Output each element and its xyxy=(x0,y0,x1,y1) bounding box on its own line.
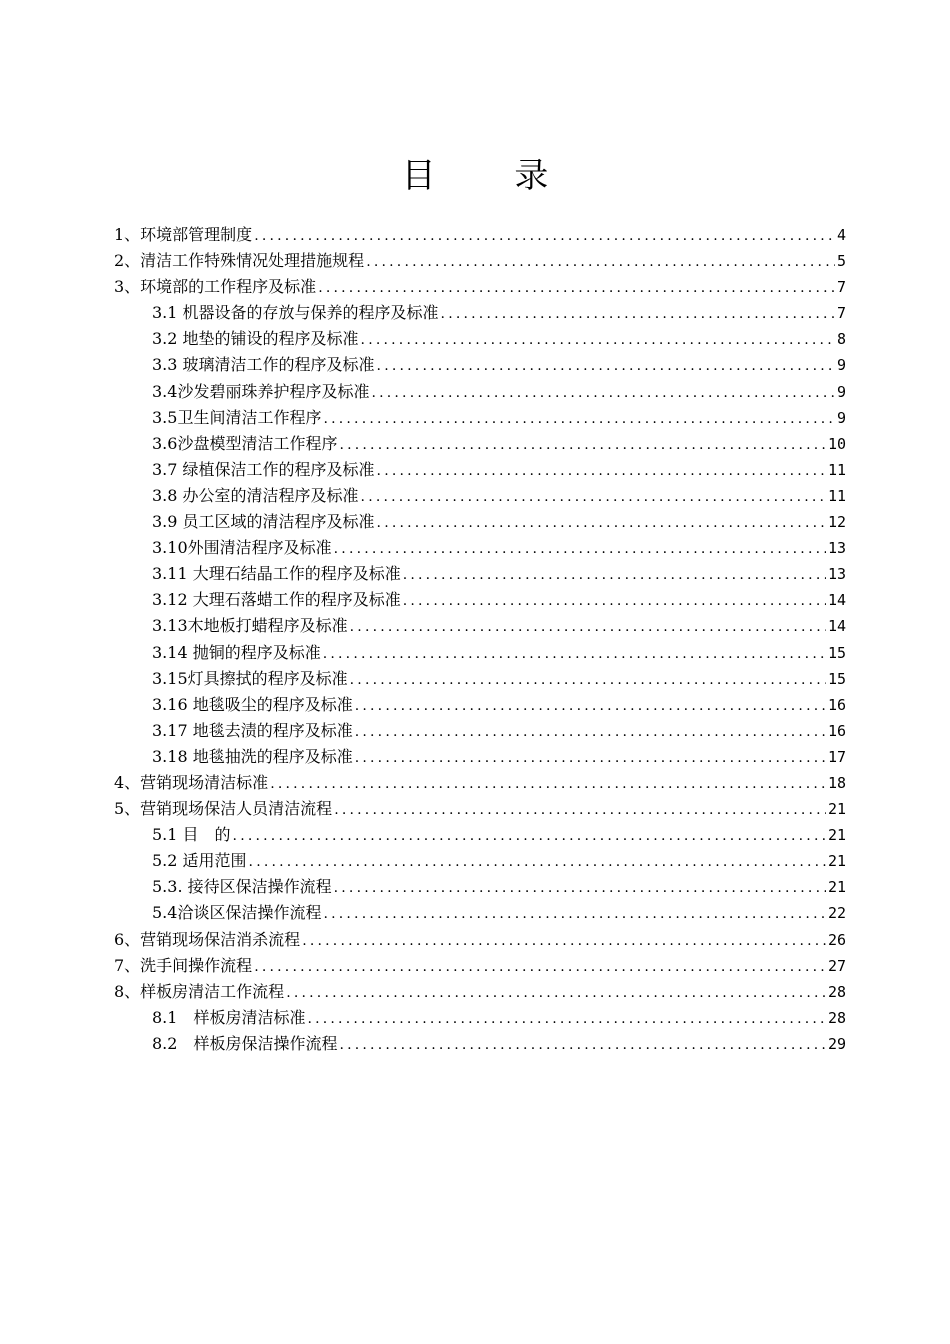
toc-dot-leader xyxy=(377,458,826,484)
toc-dot-leader xyxy=(334,797,826,823)
toc-entry-label[interactable]: 3.18 地毯抽洗的程序及标准 xyxy=(152,746,353,766)
toc-dot-leader xyxy=(286,980,826,1006)
toc-dot-leader xyxy=(355,719,826,745)
toc-entry[interactable] xyxy=(114,405,846,431)
toc-entry-label[interactable]: 3.10外围清洁程序及标准 xyxy=(152,538,332,558)
toc-entry-page-number[interactable]: 14 xyxy=(827,617,846,636)
toc-entry-page-number[interactable]: 9 xyxy=(836,382,846,401)
toc-entry[interactable] xyxy=(114,1005,846,1031)
toc-entry-page-number[interactable]: 17 xyxy=(827,747,846,766)
toc-dot-leader xyxy=(403,588,826,614)
toc-entry-page-number[interactable]: 9 xyxy=(836,356,846,375)
toc-entry[interactable] xyxy=(114,379,846,405)
toc-dot-leader xyxy=(371,380,835,406)
toc-entry[interactable] xyxy=(114,718,846,744)
toc-entry[interactable] xyxy=(114,509,846,535)
toc-dot-leader xyxy=(270,771,826,797)
toc-dot-leader xyxy=(323,406,835,432)
toc-entry-label[interactable]: 6、营销现场保洁消杀流程 xyxy=(114,929,301,949)
toc-entry-label[interactable]: 8.2 样板房保洁操作流程 xyxy=(152,1033,338,1053)
toc-entry-page-number[interactable]: 16 xyxy=(827,721,846,740)
toc-entry-label[interactable]: 3.11 大理石结晶工作的程序及标准 xyxy=(152,564,401,584)
toc-entry-page-number[interactable]: 28 xyxy=(827,982,846,1001)
toc-entry-page-number[interactable]: 29 xyxy=(827,1034,846,1053)
toc-entry-label[interactable]: 3.5卫生间清洁工作程序 xyxy=(152,407,322,427)
toc-dot-leader xyxy=(339,1032,825,1058)
toc-entry-page-number[interactable]: 21 xyxy=(827,878,846,897)
toc-entry-label[interactable]: 5.1 目 的 xyxy=(152,825,231,845)
toc-entry-label[interactable]: 3.7 绿植保洁工作的程序及标准 xyxy=(152,459,375,479)
toc-entry-page-number[interactable]: 15 xyxy=(827,643,846,662)
toc-entry-label[interactable]: 3、环境部的工作程序及标准 xyxy=(114,277,317,297)
toc-dot-leader xyxy=(339,432,825,458)
toc-entry[interactable] xyxy=(114,979,846,1005)
toc-entry[interactable] xyxy=(114,953,846,979)
toc-entry-label[interactable]: 3.4沙发碧丽珠养护程序及标准 xyxy=(152,381,370,401)
toc-entry-page-number[interactable]: 16 xyxy=(827,695,846,714)
toc-dot-leader xyxy=(366,249,835,275)
toc-entry-label[interactable]: 4、营销现场清洁标准 xyxy=(114,772,269,792)
toc-entry[interactable] xyxy=(114,770,846,796)
toc-entry-label[interactable]: 3.3 玻璃清洁工作的程序及标准 xyxy=(152,355,375,375)
toc-entry-page-number[interactable]: 21 xyxy=(827,800,846,819)
toc-entry-label[interactable]: 3.15灯具擦拭的程序及标准 xyxy=(152,668,348,688)
toc-entry-label[interactable]: 5.4洽谈区保洁操作流程 xyxy=(152,903,322,923)
toc-entry-page-number[interactable]: 4 xyxy=(836,226,846,244)
page-title: 目 录 xyxy=(401,156,583,196)
toc-entry[interactable] xyxy=(114,352,846,378)
toc-entry[interactable] xyxy=(114,326,846,352)
toc-dot-leader xyxy=(323,901,825,927)
toc-entry-page-number[interactable]: 11 xyxy=(827,486,846,505)
toc-entry[interactable] xyxy=(114,274,846,300)
toc-entry-label[interactable]: 3.2 地垫的铺设的程序及标准 xyxy=(152,329,359,349)
toc-entry-label[interactable]: 3.1 机器设备的存放与保养的程序及标准 xyxy=(152,303,439,323)
toc-dot-leader xyxy=(441,301,835,327)
toc-entry-page-number[interactable]: 21 xyxy=(827,852,846,871)
toc-dot-leader xyxy=(355,745,826,771)
toc-entry-page-number[interactable]: 10 xyxy=(827,434,846,453)
toc-entry-label[interactable]: 5、营销现场保洁人员清洁流程 xyxy=(114,799,333,819)
toc-entry-page-number[interactable]: 12 xyxy=(827,513,846,532)
toc-entry[interactable] xyxy=(114,822,846,848)
toc-entry-page-number[interactable]: 28 xyxy=(827,1008,846,1027)
toc-dot-leader xyxy=(355,693,826,719)
toc-entry[interactable] xyxy=(114,222,846,248)
toc-entry-label[interactable]: 5.2 适用范围 xyxy=(152,851,247,871)
toc-entry[interactable] xyxy=(114,457,846,483)
toc-entry-label[interactable]: 5.3. 接待区保洁操作流程 xyxy=(152,877,332,897)
toc-entry[interactable] xyxy=(114,666,846,692)
toc-entry[interactable] xyxy=(114,927,846,953)
toc-entry-page-number[interactable]: 13 xyxy=(827,565,846,584)
toc-dot-leader xyxy=(323,641,826,667)
toc-entry-page-number[interactable]: 7 xyxy=(836,278,846,297)
toc-dot-leader xyxy=(350,614,826,640)
toc-entry-page-number[interactable]: 22 xyxy=(827,904,846,923)
toc-entry[interactable] xyxy=(114,900,846,926)
toc-entry-label[interactable]: 2、清洁工作特殊情况处理措施规程 xyxy=(114,251,365,271)
toc-dot-leader xyxy=(361,327,835,353)
toc-entry[interactable] xyxy=(114,587,846,613)
toc-dot-leader xyxy=(233,823,826,849)
toc-dot-leader xyxy=(403,562,826,588)
toc-entry-label[interactable]: 3.17 地毯去渍的程序及标准 xyxy=(152,720,353,740)
toc-entry[interactable] xyxy=(114,1031,846,1057)
toc-dot-leader xyxy=(334,875,826,901)
toc-entry-page-number[interactable]: 7 xyxy=(836,304,846,323)
toc-dot-leader xyxy=(334,536,826,562)
toc-dot-leader xyxy=(307,1006,825,1032)
toc-entry[interactable] xyxy=(114,874,846,900)
toc-dot-leader xyxy=(302,928,826,954)
toc-entry-page-number[interactable]: 27 xyxy=(827,956,846,975)
toc-entry-label[interactable]: 3.8 办公室的清洁程序及标准 xyxy=(152,485,359,505)
toc-dot-leader xyxy=(318,275,835,301)
toc-entry-label[interactable]: 1、环境部管理制度 xyxy=(114,225,253,244)
toc-entry[interactable] xyxy=(114,744,846,770)
toc-entry-page-number[interactable]: 9 xyxy=(836,408,846,427)
toc-entry-label[interactable]: 3.9 员工区域的清洁程序及标准 xyxy=(152,512,375,532)
toc-entry[interactable] xyxy=(114,640,846,666)
toc-dot-leader xyxy=(361,484,826,510)
toc-dot-leader xyxy=(377,353,835,379)
toc-entry-page-number[interactable]: 5 xyxy=(836,252,846,271)
toc-entry[interactable] xyxy=(114,848,846,874)
toc-entry-label[interactable]: 3.6沙盘模型清洁工作程序 xyxy=(152,433,338,453)
toc-entry-page-number[interactable]: 18 xyxy=(827,773,846,792)
toc-entry-page-number[interactable]: 21 xyxy=(827,826,846,845)
toc-entry[interactable] xyxy=(114,431,846,457)
toc-entry-label[interactable]: 3.14 抛铜的程序及标准 xyxy=(152,642,321,662)
toc-entry-label[interactable]: 8、样板房清洁工作流程 xyxy=(114,981,285,1001)
toc-entry[interactable] xyxy=(114,248,846,274)
toc-entry-label[interactable]: 3.13木地板打蜡程序及标准 xyxy=(152,616,348,636)
table-of-contents xyxy=(114,222,846,1057)
toc-entry-page-number[interactable]: 8 xyxy=(836,330,846,349)
toc-entry[interactable] xyxy=(114,535,846,561)
toc-entry-page-number[interactable]: 11 xyxy=(827,460,846,479)
toc-dot-leader xyxy=(377,510,826,536)
toc-dot-leader xyxy=(254,223,835,249)
toc-entry-page-number[interactable]: 26 xyxy=(827,930,846,949)
toc-entry-label[interactable]: 7、洗手间操作流程 xyxy=(114,955,253,975)
toc-entry-page-number[interactable]: 13 xyxy=(827,539,846,558)
toc-dot-leader xyxy=(254,954,826,980)
toc-entry-label[interactable]: 8.1 样板房清洁标准 xyxy=(152,1007,306,1027)
toc-entry[interactable] xyxy=(114,613,846,639)
toc-entry[interactable] xyxy=(114,561,846,587)
toc-entry-label[interactable]: 3.12 大理石落蜡工作的程序及标准 xyxy=(152,590,401,610)
toc-entry[interactable] xyxy=(114,300,846,326)
toc-dot-leader xyxy=(350,667,826,693)
toc-entry-page-number[interactable]: 15 xyxy=(827,669,846,688)
toc-entry[interactable] xyxy=(114,483,846,509)
toc-dot-leader xyxy=(249,849,826,875)
toc-entry[interactable] xyxy=(114,692,846,718)
toc-entry-page-number[interactable]: 14 xyxy=(827,591,846,610)
toc-entry[interactable] xyxy=(114,796,846,822)
toc-entry-label[interactable]: 3.16 地毯吸尘的程序及标准 xyxy=(152,694,353,714)
